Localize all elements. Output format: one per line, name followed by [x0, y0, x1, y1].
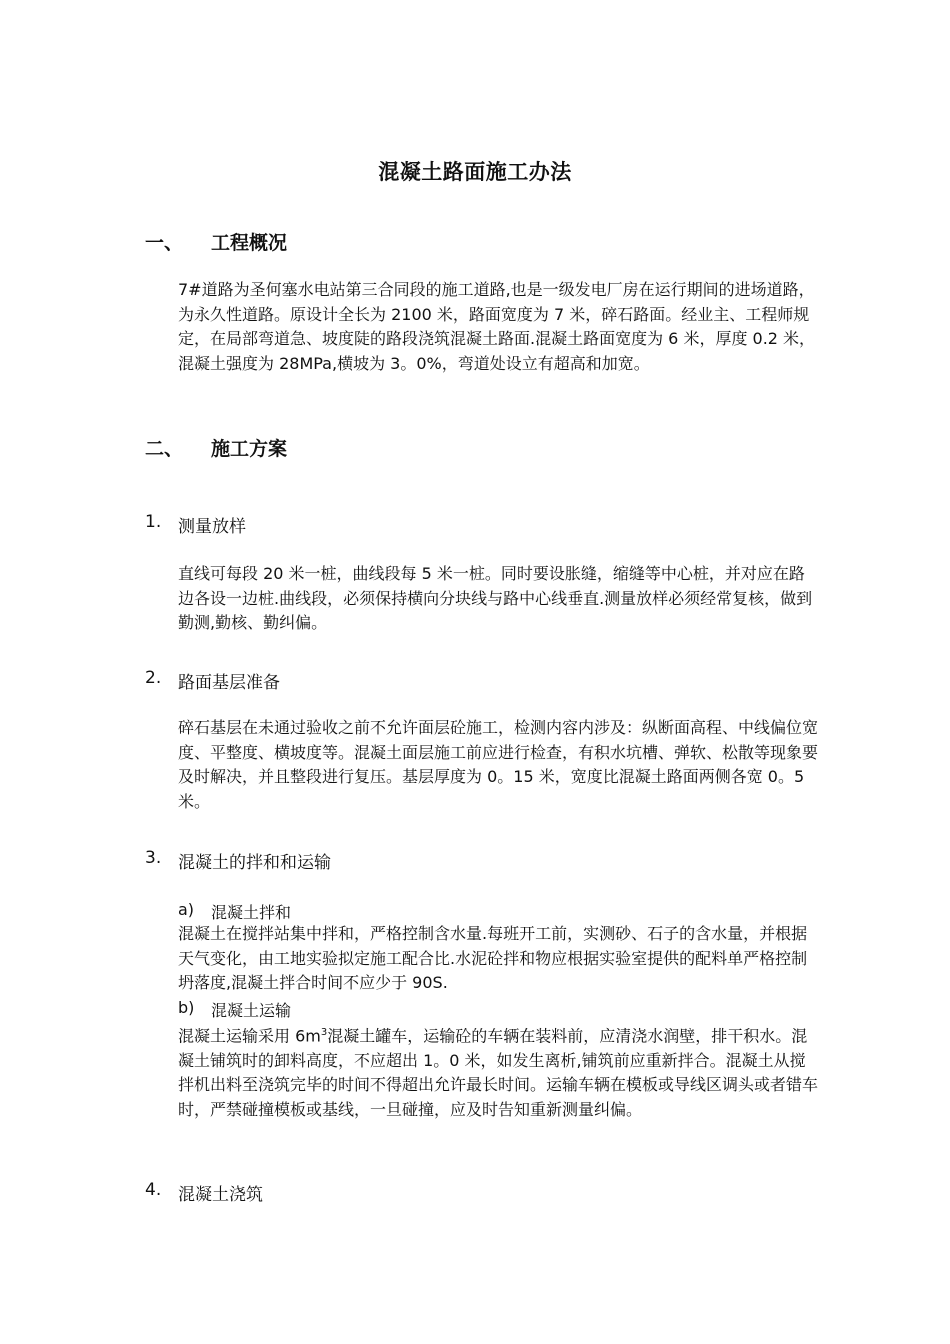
section-heading-plan	[145, 434, 287, 461]
transport-text-pre: 混凝土运输采用 6m	[178, 1026, 321, 1046]
transport-paragraph	[178, 1021, 818, 1122]
subsection-title: 测量放样	[178, 517, 246, 537]
subsection-heading-pouring	[145, 1180, 263, 1205]
transport-text-post: 混凝土罐车，运输砼的车辆在装料前，应清浇水润壁，排干积水。混凝土铺筑时的卸料高度，不应超出 1。0 米，如发生离析,铺筑前应重新拌合。混凝土从搅拌机出料至浇筑完毕的时间不得超出允许最长时间。运输车辆在模板或导线区调头或者错车时，严禁碰撞模板或基线，一旦碰撞，应及时告知重新测量纠偏。	[178, 1026, 819, 1119]
subsection-title: 混凝土浇筑	[178, 1185, 263, 1205]
item-title: 混凝土拌和	[211, 903, 292, 922]
survey-paragraph: 直线可每段 20 米一桩，曲线段每 5 米一桩。同时要设胀缝，缩缝等中心桩，并对应在路边各设一边桩.曲线段，必须保持横向分块线与路中心线垂直.测量放样必须经常复核，做到勤测,勤核、勤纠偏。	[178, 564, 813, 632]
section-heading-overview	[145, 228, 287, 255]
subsection-title: 混凝土的拌和和运输	[178, 853, 331, 873]
section-number: 一、	[145, 232, 184, 254]
subsection-number: 4.	[145, 1180, 162, 1200]
item-heading-mixing	[178, 900, 291, 923]
overview-paragraph: 7#道路为圣何塞水电站第三合同段的施工道路,也是一级发电厂房在运行期间的进场道路，为永久性道路。原设计全长为 2100 米，路面宽度为 7 米，碎石路面。经业主、工程师规定，在局部弯道急、坡度陡的路段浇筑混凝土路面.混凝土路面宽度为 6 米，厚度 0.2 米，混凝土强度为 28MPa,横坡为 3。0%，弯道处设立有超高和加宽。	[178, 280, 816, 373]
item-title: 混凝土运输	[211, 1001, 292, 1020]
subsection-heading-survey	[145, 512, 246, 537]
item-number: b)	[178, 998, 195, 1017]
section-title: 工程概况	[211, 232, 288, 254]
subsection-number: 1.	[145, 512, 162, 532]
subsection-title: 路面基层准备	[178, 673, 280, 693]
subsection-heading-mixing-transport	[145, 848, 331, 873]
subsection-number: 2.	[145, 668, 162, 688]
item-heading-transport	[178, 998, 291, 1021]
transport-unit-superscript: 3	[320, 1027, 328, 1038]
subsection-number: 3.	[145, 848, 162, 868]
mixing-paragraph: 混凝土在搅拌站集中拌和，严格控制含水量.每班开工前，实测砂、石子的含水量，并根据天气变化，由工地实验拟定施工配合比.水泥砼拌和物应根据实验室提供的配料单严格控制坍落度,混凝土拌合时间不应少于 90S.	[178, 924, 808, 992]
document-title: 混凝土路面施工办法	[378, 160, 572, 184]
section-title: 施工方案	[211, 438, 288, 460]
subsection-heading-base-prep	[145, 668, 280, 693]
base-prep-paragraph: 碎石基层在未通过验收之前不允许面层砼施工，检测内容内涉及：纵断面高程、中线偏位宽度、平整度、横坡度等。混凝土面层施工前应进行检查，有积水坑槽、弹软、松散等现象要及时解决，并且整段进行复压。基层厚度为 0。15 米，宽度比混凝土路面两侧各宽 0。5 米。	[178, 718, 819, 811]
item-number: a)	[178, 900, 195, 919]
section-number: 二、	[145, 438, 184, 460]
